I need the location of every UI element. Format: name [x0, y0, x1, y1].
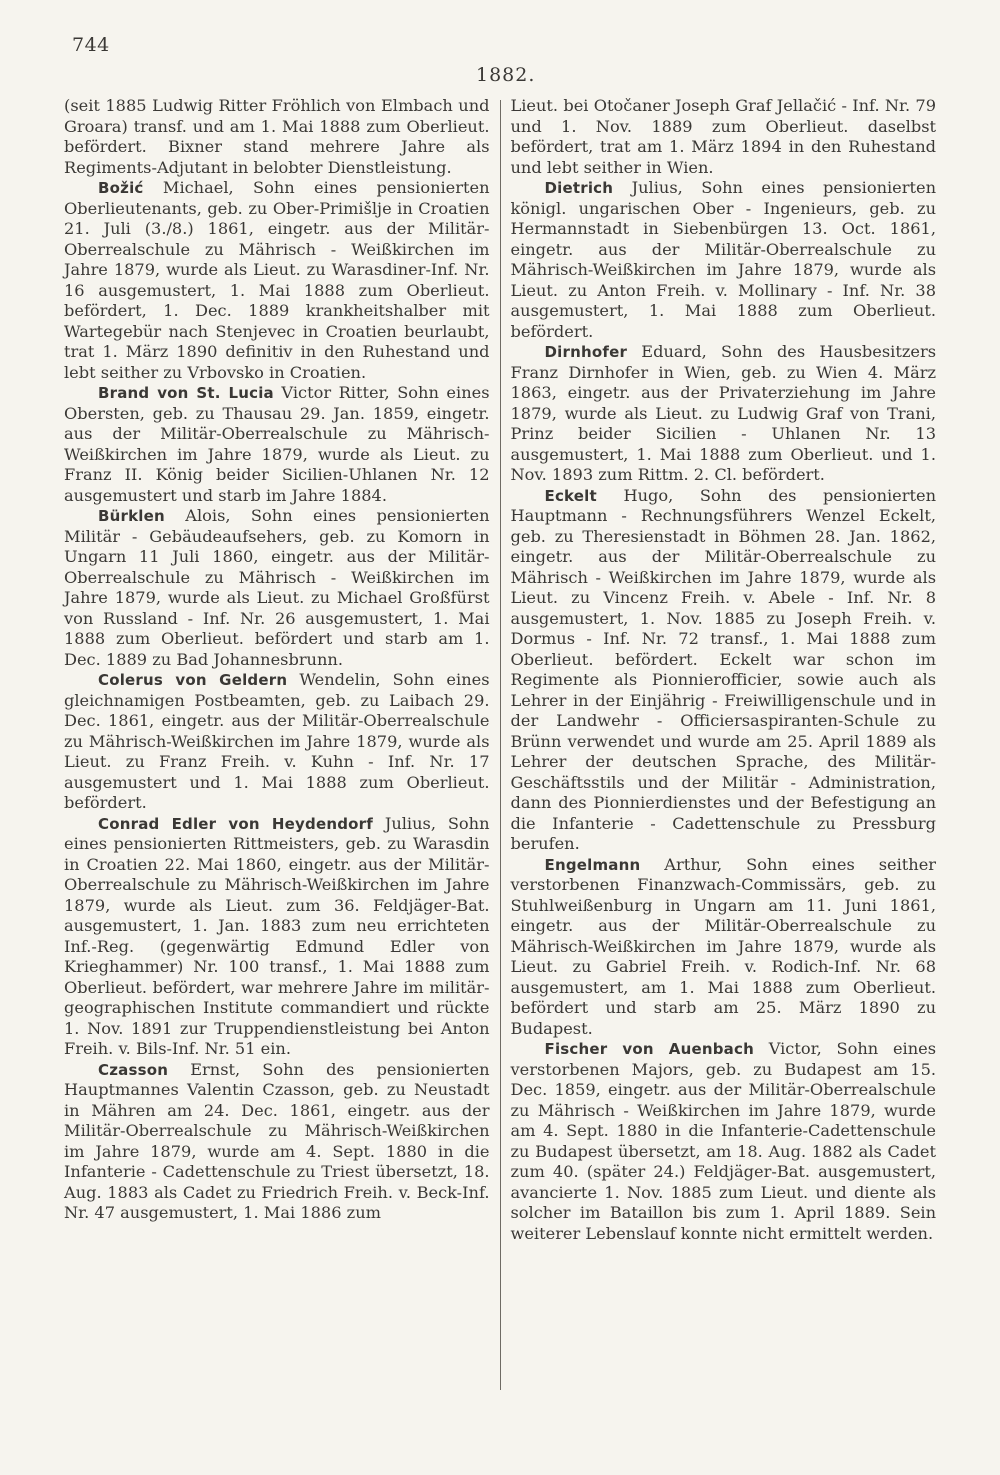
entry-paragraph — [511, 342, 937, 486]
left-column — [50, 96, 500, 1416]
entry-text: Julius, Sohn eines pensionierten Rittmeisters, geb. zu Warasdin in Croatien 22. Mai 1860, eingetr. aus der Militär-Oberrealschule zu Mährisch-Weißkirchen im Jahre 1879, wurde als Lieut. zum 36. Feldjäger-Bat. ausgemustert, 1. Jan. 1883 zum neu errichteten Inf.-Reg. (gegenwärtig Edmund Edler von Krieghammer) Nr. 100 transf., 1. Mai 1888 zum Oberlieut. befördert, war mehrere Jahre im militär-geographischen Institute commandiert und rückte 1. Nov. 1891 zur Truppendienstleistung bei Anton Freih. v. Bils-Inf. Nr. 51 ein. — [64, 813, 490, 1058]
entry-name: Dirnhofer — [544, 343, 628, 361]
entry-paragraph — [64, 814, 490, 1060]
page-year-heading: 1882. — [476, 64, 536, 86]
entry-paragraph — [64, 383, 490, 506]
text-columns — [50, 96, 936, 1416]
entry-text: Michael, Sohn eines pensionierten Oberlieutenants, geb. zu Ober-Primišlje in Croatien 21. Juli (3./8.) 1861, eingetr. aus der Militär-Oberrealschule zu Mährisch - Weißkirchen im Jahre 1879, wurde als Lieut. zu Warasdiner-Inf. Nr. 16 ausgemustert, 1. Mai 1888 zum Oberlieut. befördert, 1. Dec. 1889 krankheitshalber mit Wartegebür nach Stenjevec in Croatien beurlaubt, trat 1. März 1890 definitiv in den Ruhestand und lebt seither zu Vrbovsko in Croatien. — [64, 178, 490, 382]
entry-name: Fischer von Auenbach — [544, 1040, 754, 1058]
entry-text: Wendelin, Sohn eines gleichnamigen Postbeamten, geb. zu Laibach 29. Dec. 1861, eingetr. aus der Militär-Oberrealschule zu Mährisch-Weißkirchen im Jahre 1879, wurde als Lieut. zu Franz Freih. v. Kuhn - Inf. Nr. 17 ausgemustert und 1. Mai 1888 zum Oberlieut. befördert. — [64, 670, 490, 812]
entry-paragraph — [511, 96, 937, 178]
page-number: 744 — [72, 34, 110, 56]
entry-text: Alois, Sohn eines pensionierten Militär - Gebäudeaufsehers, geb. zu Komorn in Ungarn 11 Juli 1860, eingetr. aus der Militär-Oberrealschule zu Mährisch - Weißkirchen im Jahre 1879, wurde als Lieut. zu Michael Großfürst von Russland - Inf. Nr. 26 ausgemustert, 1. Mai 1888 zum Oberlieut. befördert und starb am 1. Dec. 1889 zu Bad Johannesbrunn. — [64, 506, 490, 669]
entry-name: Conrad Edler von Heydendorf — [98, 814, 373, 833]
entry-name: Czasson — [98, 1060, 169, 1079]
entry-text: Lieut. bei Otočaner Joseph Graf Jellačić - Inf. Nr. 79 und 1. Nov. 1889 zum Oberlieut. daselbst befördert, trat am 1. März 1894 in den Ruhestand und lebt seither in Wien. — [510, 96, 937, 177]
entry-paragraph — [511, 1039, 937, 1244]
entry-text: Arthur, Sohn eines seither verstorbenen Finanzwach-Commissärs, geb. zu Stuhlweißenburg in Ungarn am 11. Juni 1861, eingetr. aus der Militär-Oberrealschule zu Mährisch-Weißkirchen im Jahre 1879, wurde als Lieut. zu Gabriel Freih. v. Rodich-Inf. Nr. 68 ausgemustert, am 1. Mai 1888 zum Oberlieut. befördert und starb am 25. März 1890 zu Budapest. — [510, 854, 937, 1038]
entry-text: Victor, Sohn eines verstorbenen Majors, geb. zu Budapest am 15. Dec. 1859, eingetr. aus der Militär-Oberrealschule zu Mährisch - Weißkirchen im Jahre 1879, wurde am 4. Sept. 1880 in die Infanterie-Cadettenschule zu Budapest übersetzt, am 18. Aug. 1882 als Cadet zum 40. (später 24.) Feldjäger-Bat. ausgemustert, avancierte 1. Nov. 1885 zum Lieut. und diente als solcher im Bataillon bis zum 1. April 1889. Sein weiterer Lebenslauf konnte nicht ermittelt werden. — [510, 1039, 937, 1243]
entry-text: Victor Ritter, Sohn eines Obersten, geb. zu Thausau 29. Jan. 1859, eingetr. aus der Militär-Oberrealschule zu Mährisch-Weißkirchen im Jahre 1879, wurde als Lieut. zu Franz II. König beider Sicilien-Uhlanen Nr. 12 ausgemustert und starb im Jahre 1884. — [64, 383, 490, 505]
entry-paragraph — [511, 486, 937, 855]
entry-name: Colerus von Geldern — [98, 671, 288, 689]
entry-text: Eduard, Sohn des Hausbesitzers Franz Dirnhofer in Wien, geb. zu Wien 4. März 1863, eingetr. aus der Privaterziehung im Jahre 1879, wurde als Lieut. zu Ludwig Graf von Trani, Prinz beider Sicilien - Uhlanen Nr. 13 ausgemustert, 1. Mai 1888 zum Oberlieut. und 1. Nov. 1893 zum Rittm. 2. Cl. befördert. — [510, 342, 937, 484]
entry-name: Eckelt — [544, 486, 597, 505]
entry-paragraph — [64, 96, 490, 178]
entry-paragraph — [64, 670, 490, 814]
entry-paragraph — [511, 178, 937, 342]
entry-name: Engelmann — [544, 855, 641, 874]
entry-paragraph — [64, 506, 490, 670]
entry-name: Brand von St. Lucia — [98, 384, 274, 402]
entry-paragraph — [64, 178, 490, 383]
entry-text: Ernst, Sohn des pensionierten Hauptmannes Valentin Czasson, geb. zu Neustadt in Mähren am 24. Dec. 1861, eingetr. aus der Militär-Oberrealschule zu Mährisch-Weißkirchen im Jahre 1879, wurde am 4. Sept. 1880 in die Infanterie - Cadettenschule zu Triest übersetzt, 18. Aug. 1883 als Cadet zu Friedrich Freih. v. Beck-Inf. Nr. 47 ausgemustert, 1. Mai 1886 zum — [64, 1059, 490, 1222]
entry-text: Julius, Sohn eines pensionierten königl. ungarischen Ober - Ingenieurs, geb. zu Hermannstadt in Siebenbürgen 13. Oct. 1861, eingetr. aus der Militär-Oberrealschule zu Mährisch-Weißkirchen im Jahre 1879, wurde als Lieut. zu Anton Freih. v. Mollinary - Inf. Nr. 38 ausgemustert, 1. Mai 1888 zum Oberlieut. befördert. — [510, 178, 937, 341]
entry-paragraph — [511, 855, 937, 1040]
entry-text: (seit 1885 Ludwig Ritter Fröhlich von Elmbach und Groara) transf. und am 1. Mai 1888 zum Oberlieut. befördert. Bixner stand mehrere Jahre als Regiments-Adjutant in belobter Dienstleistung. — [64, 96, 490, 177]
entry-name: Bürklen — [98, 507, 165, 525]
entry-name: Dietrich — [544, 179, 614, 197]
entry-name: Božić — [98, 179, 144, 197]
entry-paragraph — [64, 1060, 490, 1224]
entry-text: Hugo, Sohn des pensionierten Hauptmann - Rechnungsführers Wenzel Eckelt, geb. zu Theresienstadt in Böhmen 28. Jan. 1862, eingetr. aus der Militär-Oberrealschule zu Mährisch - Weißkirchen im Jahre 1879, wurde als Lieut. zu Vincenz Freih. v. Abele - Inf. Nr. 8 ausgemustert, 1. Nov. 1885 zu Joseph Freih. v. Dormus - Inf. Nr. 72 transf., 1. Mai 1888 zum Oberlieut. befördert. Eckelt war schon im Regimente als Pionnierofficier, sowie auch als Lehrer in der Einjährig - Freiwilligenschule und in der Landwehr - Officiersaspiranten-Schule zu Brünn verwendet und wurde am 25. April 1889 als Lehrer der deutschen Sprache, des Militär-Geschäftsstils und der Militär - Administration, dann des Pionnierdienstes und der Befestigung an die Infanterie - Cadettenschule zu Pressburg berufen. — [510, 485, 937, 853]
right-column — [501, 96, 937, 1416]
